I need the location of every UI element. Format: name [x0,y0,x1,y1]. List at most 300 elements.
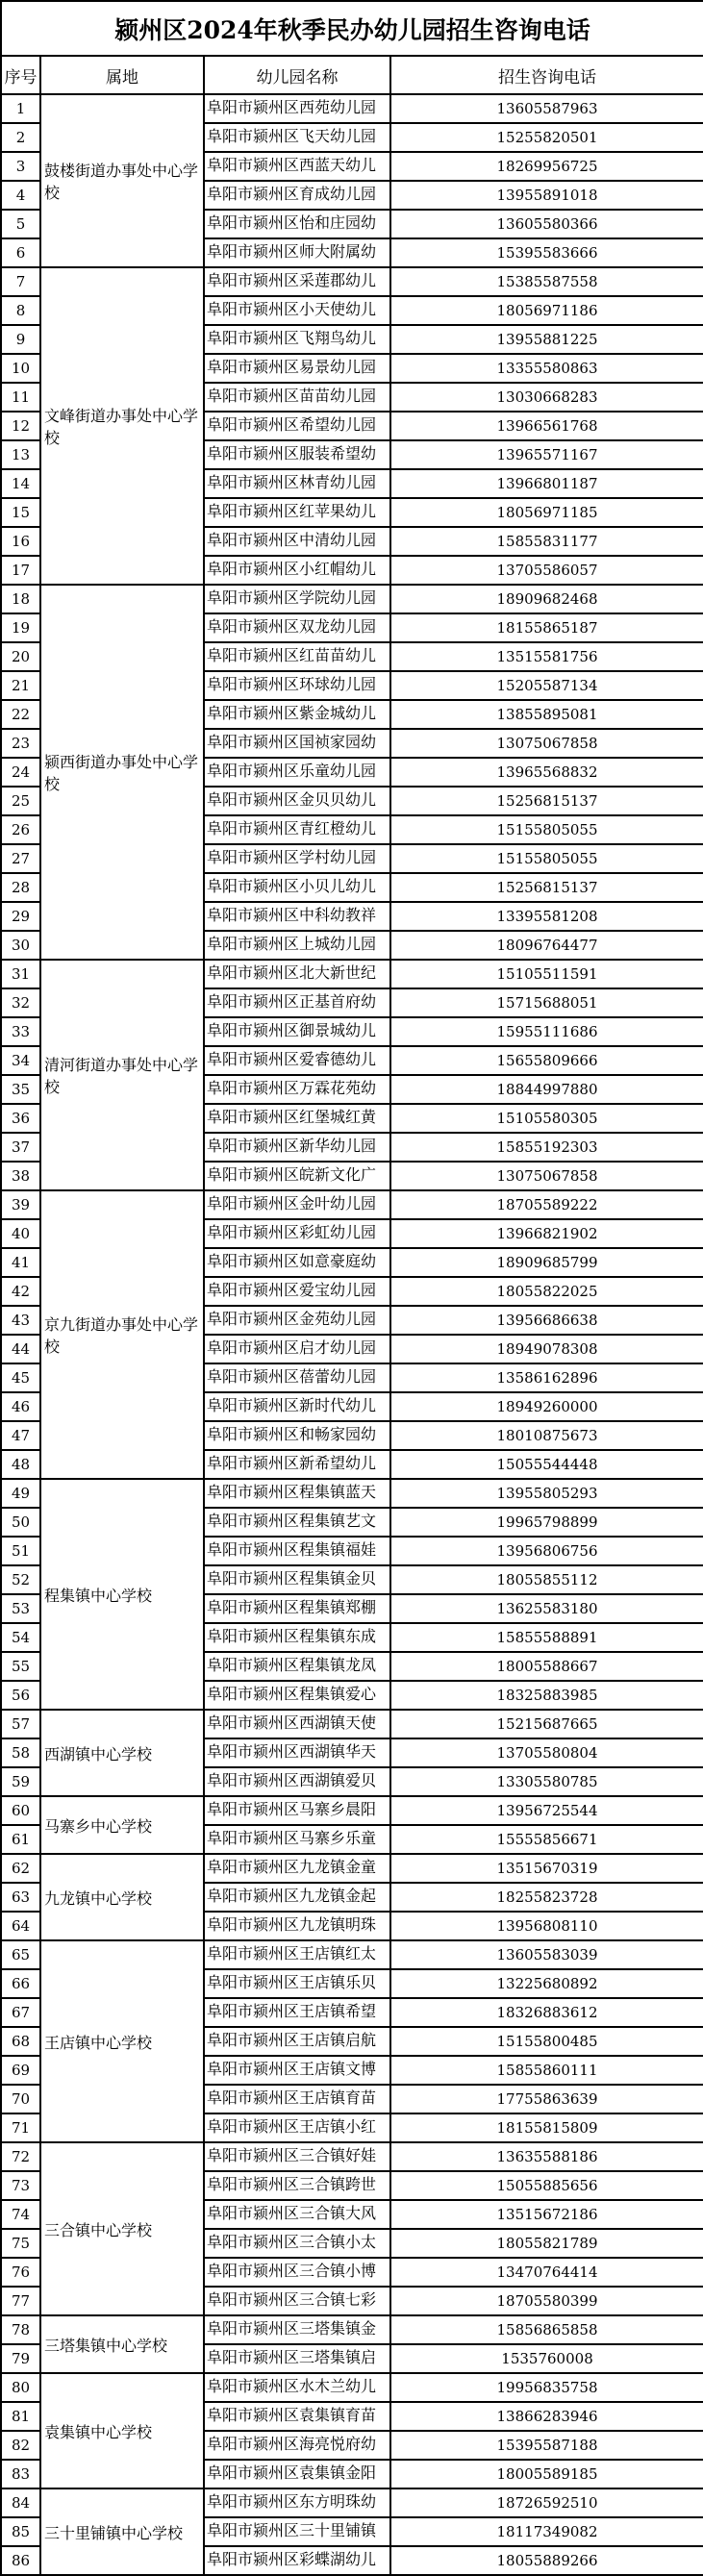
row-number: 39 [1,1190,40,1219]
kindergarten-name-text: 阜阳市颍州区王店镇文博 [207,2060,377,2078]
phone-number: 13605583039 [390,1940,703,1969]
row-number: 16 [1,527,40,556]
kindergarten-name-text: 阜阳市颍州区程集镇蓝天 [207,1483,377,1501]
kindergarten-name-text: 阜阳市颍州区服装希望幼 [207,444,377,463]
phone-number: 15555856671 [390,1825,703,1854]
kindergarten-name-text: 阜阳市颍州区九龙镇金起 [207,1887,377,1905]
row-number: 50 [1,1508,40,1537]
kindergarten-name-text: 阜阳市颍州区皖新文化广 [207,1165,377,1184]
row-number: 54 [1,1623,40,1652]
row-number: 38 [1,1162,40,1190]
row-number: 32 [1,988,40,1017]
phone-number: 13965568832 [390,758,703,787]
kindergarten-name [204,1998,390,2027]
kindergarten-name [204,2517,390,2546]
district-cell: 京九街道办事处中心学校 [40,1190,204,1479]
phone-number: 18055855112 [390,1565,703,1594]
phone-number: 13866283946 [390,2402,703,2431]
row-number: 3 [1,152,40,181]
phone-number: 13030668283 [390,383,703,412]
phone-number: 18056971185 [390,498,703,527]
district-cell: 马寨乡中心学校 [40,1796,204,1854]
phone-number: 18705580399 [390,2287,703,2315]
kindergarten-name [204,1652,390,1681]
phone-number: 15055544448 [390,1450,703,1479]
phone-number: 18155865187 [390,613,703,642]
kindergarten-name-text: 阜阳市颍州区爱宝幼儿园 [207,1281,377,1299]
district-cell: 三合镇中心学校 [40,2142,204,2315]
table-row [1,1854,703,1883]
kindergarten-name-text: 阜阳市颍州区万霖花苑幼 [207,1079,377,1097]
table-row [1,585,703,613]
table-row [1,94,703,123]
phone-number: 18909682468 [390,585,703,613]
phone-number: 13395581208 [390,902,703,931]
kindergarten-name [204,383,390,412]
phone-number: 15255820501 [390,123,703,152]
phone-number: 18949260000 [390,1392,703,1421]
phone-number: 13966801187 [390,469,703,498]
kindergarten-name-text: 阜阳市颍州区程集镇金贝 [207,1569,377,1588]
kindergarten-name-text: 阜阳市颍州区水木兰幼儿 [207,2377,377,2395]
row-number: 55 [1,1652,40,1681]
kindergarten-name-text: 阜阳市颍州区袁集镇金阳 [207,2463,377,2482]
kindergarten-name [204,1017,390,1046]
kindergarten-name-text: 阜阳市颍州区程集镇艺文 [207,1512,377,1530]
phone-number: 15105511591 [390,960,703,988]
row-number: 47 [1,1421,40,1450]
kindergarten-name [204,354,390,383]
phone-number: 15655809666 [390,1046,703,1075]
phone-number: 13705580804 [390,1738,703,1767]
header-name: 幼儿园名称 [204,56,390,94]
kindergarten-name-text: 阜阳市颍州区三塔集镇金 [207,2319,377,2338]
phone-number: 18055821789 [390,2229,703,2258]
kindergarten-name [204,527,390,556]
row-number: 7 [1,267,40,296]
kindergarten-name-text: 阜阳市颍州区双龙幼儿园 [207,617,377,636]
kindergarten-name-text: 阜阳市颍州区环球幼儿园 [207,675,377,693]
table-body [1,94,703,2575]
row-number: 43 [1,1306,40,1335]
kindergarten-name-text: 阜阳市颍州区王店镇希望 [207,2002,377,2020]
row-number: 49 [1,1479,40,1508]
phone-number: 15715688051 [390,988,703,1017]
kindergarten-name-text: 阜阳市颍州区王店镇育苗 [207,2088,377,2107]
table-row [1,1190,703,1219]
kindergarten-name [204,815,390,844]
kindergarten-name-text: 阜阳市颍州区易景幼儿园 [207,358,377,376]
kindergarten-name [204,2229,390,2258]
row-number: 37 [1,1133,40,1162]
row-number: 6 [1,238,40,267]
row-number: 27 [1,844,40,873]
kindergarten-name-text: 阜阳市颍州区程集镇福娃 [207,1540,377,1559]
row-number: 67 [1,1998,40,2027]
row-number: 78 [1,2315,40,2344]
kindergarten-name [204,1479,390,1508]
phone-number: 18326883612 [390,1998,703,2027]
row-number: 82 [1,2431,40,2460]
row-number: 81 [1,2402,40,2431]
row-number: 33 [1,1017,40,1046]
kindergarten-name [204,613,390,642]
phone-number: 15855831177 [390,527,703,556]
kindergarten-name-text: 阜阳市颍州区采莲郡幼儿 [207,271,377,289]
row-number: 52 [1,1565,40,1594]
kindergarten-name-text: 阜阳市颍州区彩蝶湖幼儿 [207,2550,377,2568]
phone-number: 18055889266 [390,2546,703,2575]
kindergarten-name [204,1219,390,1248]
kindergarten-name-text: 阜阳市颍州区三合镇跨世 [207,2175,377,2193]
kindergarten-name [204,1133,390,1162]
kindergarten-name-text: 阜阳市颍州区新希望幼儿 [207,1454,377,1472]
district-cell: 三十里铺镇中心学校 [40,2488,204,2575]
row-number: 41 [1,1248,40,1277]
kindergarten-name-text: 阜阳市颍州区西苑幼儿园 [207,98,377,116]
kindergarten-name-text: 阜阳市颍州区三合镇大风 [207,2204,377,2222]
row-number: 73 [1,2171,40,2200]
phone-number: 18269956725 [390,152,703,181]
kindergarten-name-text: 阜阳市颍州区飞翔鸟幼儿 [207,329,377,347]
row-number: 28 [1,873,40,902]
kindergarten-name-text: 阜阳市颍州区苗苗幼儿园 [207,387,377,405]
phone-number: 13955891018 [390,181,703,210]
row-number: 64 [1,1912,40,1940]
kindergarten-name-text: 阜阳市颍州区北大新世纪 [207,963,377,982]
kindergarten-name-text: 阜阳市颍州区三十里铺镇 [207,2521,377,2539]
kindergarten-name-text: 阜阳市颍州区青红橙幼儿 [207,819,377,838]
kindergarten-name-text: 阜阳市颍州区马寨乡晨阳 [207,1800,377,1818]
kindergarten-name-text: 阜阳市颍州区御景城幼儿 [207,1021,377,1039]
kindergarten-name-text: 阜阳市颍州区紫金城幼儿 [207,704,377,722]
row-number: 65 [1,1940,40,1969]
phone-number: 15855860111 [390,2056,703,2085]
phone-number: 13515672186 [390,2200,703,2229]
kindergarten-name-text: 阜阳市颍州区三合镇小太 [207,2233,377,2251]
kindergarten-name [204,1104,390,1133]
phone-number: 18726592510 [390,2488,703,2517]
row-number: 25 [1,787,40,815]
kindergarten-name [204,267,390,296]
table-row [1,1710,703,1738]
row-number: 35 [1,1075,40,1104]
district-cell: 颍西街道办事处中心学校 [40,585,204,960]
row-number: 19 [1,613,40,642]
kindergarten-name [204,1190,390,1219]
kindergarten-name-text: 阜阳市颍州区小贝儿幼儿 [207,877,377,895]
phone-number: 13515581756 [390,642,703,671]
phone-number: 15395587188 [390,2431,703,2460]
kindergarten-name-text: 阜阳市颍州区中科幼教祥 [207,906,377,924]
kindergarten-name [204,2258,390,2287]
phone-number: 15205587134 [390,671,703,700]
kindergarten-name-text: 阜阳市颍州区新时代幼儿 [207,1396,377,1414]
row-number: 86 [1,2546,40,2575]
kindergarten-name [204,1046,390,1075]
row-number: 2 [1,123,40,152]
kindergarten-name [204,238,390,267]
row-number: 40 [1,1219,40,1248]
phone-number: 15155805055 [390,815,703,844]
phone-number: 19956835758 [390,2373,703,2402]
phone-number: 13965571167 [390,440,703,469]
kindergarten-name-text: 阜阳市颍州区红苗苗幼儿 [207,646,377,664]
phone-number: 13966561768 [390,412,703,440]
kindergarten-name [204,412,390,440]
kindergarten-name [204,2546,390,2575]
kindergarten-name [204,2344,390,2373]
kindergarten-name-text: 阜阳市颍州区王店镇乐贝 [207,1973,377,1991]
phone-number: 18055822025 [390,1277,703,1306]
kindergarten-name-text: 阜阳市颍州区师大附属幼 [207,242,377,261]
row-number: 15 [1,498,40,527]
table-row [1,960,703,988]
kindergarten-name [204,1306,390,1335]
kindergarten-name-text: 阜阳市颍州区和畅家园幼 [207,1425,377,1443]
kindergarten-name [204,729,390,758]
kindergarten-name [204,1738,390,1767]
phone-number: 18909685799 [390,1248,703,1277]
phone-number: 13855895081 [390,700,703,729]
phone-number: 15055885656 [390,2171,703,2200]
kindergarten-name-text: 阜阳市颍州区希望幼儿园 [207,415,377,434]
phone-number: 13955805293 [390,1479,703,1508]
district-cell: 三塔集镇中心学校 [40,2315,204,2373]
row-number: 34 [1,1046,40,1075]
phone-number: 18255823728 [390,1883,703,1912]
kindergarten-name-text: 阜阳市颍州区程集镇郑棚 [207,1598,377,1616]
kindergarten-name-text: 阜阳市颍州区上城幼儿园 [207,935,377,953]
row-number: 75 [1,2229,40,2258]
kindergarten-name [204,671,390,700]
phone-number: 15256815137 [390,787,703,815]
kindergarten-name [204,2373,390,2402]
row-number: 76 [1,2258,40,2287]
row-number: 58 [1,1738,40,1767]
kindergarten-name [204,1767,390,1796]
kindergarten-name [204,2056,390,2085]
row-number: 63 [1,1883,40,1912]
kindergarten-name-text: 阜阳市颍州区红苹果幼儿 [207,502,377,520]
kindergarten-name-text: 阜阳市颍州区三合镇七彩 [207,2290,377,2309]
kindergarten-name [204,440,390,469]
kindergarten-name-text: 阜阳市颍州区东方明珠幼 [207,2492,377,2511]
kindergarten-name [204,787,390,815]
kindergarten-name-text: 阜阳市颍州区学院幼儿园 [207,588,377,607]
row-number: 72 [1,2142,40,2171]
district-cell: 清河街道办事处中心学校 [40,960,204,1190]
row-number: 71 [1,2113,40,2142]
phone-number: 15215687665 [390,1710,703,1738]
kindergarten-name [204,296,390,325]
row-number: 9 [1,325,40,354]
table-row [1,2488,703,2517]
kindergarten-name [204,1421,390,1450]
row-number: 77 [1,2287,40,2315]
district-cell: 九龙镇中心学校 [40,1854,204,1940]
kindergarten-name [204,1940,390,1969]
phone-number: 13470764414 [390,2258,703,2287]
phone-number: 15385587558 [390,267,703,296]
kindergarten-name [204,1162,390,1190]
phone-number: 1535760008 [390,2344,703,2373]
kindergarten-name [204,498,390,527]
table-row [1,1479,703,1508]
kindergarten-name [204,2315,390,2344]
phone-number: 18005588667 [390,1652,703,1681]
kindergarten-name [204,1623,390,1652]
district-cell: 文峰街道办事处中心学校 [40,267,204,585]
phone-number: 13705586057 [390,556,703,585]
kindergarten-name-text: 阜阳市颍州区九龙镇金童 [207,1858,377,1876]
kindergarten-name [204,960,390,988]
kindergarten-name-text: 阜阳市颍州区小天使幼儿 [207,300,377,318]
phone-number: 13305580785 [390,1767,703,1796]
row-number: 17 [1,556,40,585]
header-phone: 招生咨询电话 [390,56,703,94]
header-district: 属地 [40,56,204,94]
kindergarten-name [204,1248,390,1277]
district-cell: 西湖镇中心学校 [40,1710,204,1796]
kindergarten-name [204,1450,390,1479]
kindergarten-name [204,1277,390,1306]
phone-number: 18056971186 [390,296,703,325]
kindergarten-name-text: 阜阳市颍州区爱睿德幼儿 [207,1050,377,1068]
page-title: 颍州区2024年秋季民办幼儿园招生咨询电话 [1,1,703,56]
kindergarten-name-text: 阜阳市颍州区学村幼儿园 [207,848,377,866]
kindergarten-name-text: 阜阳市颍州区海亮悦府幼 [207,2435,377,2453]
kindergarten-name [204,642,390,671]
row-number: 29 [1,902,40,931]
kindergarten-name [204,902,390,931]
row-number: 60 [1,1796,40,1825]
phone-number: 13225680892 [390,1969,703,1998]
phone-number: 18117349082 [390,2517,703,2546]
row-number: 68 [1,2027,40,2056]
row-number: 53 [1,1594,40,1623]
phone-number: 13605587963 [390,94,703,123]
kindergarten-name [204,1392,390,1421]
kindergarten-name [204,988,390,1017]
district-cell: 王店镇中心学校 [40,1940,204,2142]
kindergarten-name [204,1796,390,1825]
row-number: 1 [1,94,40,123]
kindergarten-name [204,152,390,181]
kindergarten-name-text: 阜阳市颍州区程集镇龙凤 [207,1656,377,1674]
row-number: 85 [1,2517,40,2546]
kindergarten-name-text: 阜阳市颍州区怡和庄园幼 [207,213,377,232]
kindergarten-name [204,873,390,902]
district-cell: 程集镇中心学校 [40,1479,204,1710]
kindergarten-name-text: 阜阳市颍州区红堡城红黄 [207,1108,377,1126]
phone-number: 18155815809 [390,2113,703,2142]
kindergarten-name [204,2402,390,2431]
phone-number: 13586162896 [390,1363,703,1392]
row-number: 30 [1,931,40,960]
row-number: 24 [1,758,40,787]
phone-number: 13075067858 [390,1162,703,1190]
kindergarten-name-text: 阜阳市颍州区小红帽幼儿 [207,560,377,578]
kindergarten-name-text: 阜阳市颍州区林青幼儿园 [207,473,377,491]
row-number: 5 [1,210,40,238]
phone-number: 15155800485 [390,2027,703,2056]
row-number: 74 [1,2200,40,2229]
kindergarten-name [204,700,390,729]
row-number: 23 [1,729,40,758]
phone-number: 13955881225 [390,325,703,354]
row-number: 18 [1,585,40,613]
row-number: 62 [1,1854,40,1883]
row-number: 56 [1,1681,40,1710]
table-row [1,2315,703,2344]
table-row [1,1940,703,1969]
kindergarten-name [204,1912,390,1940]
row-number: 22 [1,700,40,729]
row-number: 26 [1,815,40,844]
phone-number: 15856865858 [390,2315,703,2344]
phone-number: 15105580305 [390,1104,703,1133]
table-row [1,267,703,296]
phone-number: 13075067858 [390,729,703,758]
kindergarten-name [204,2171,390,2200]
phone-number: 18705589222 [390,1190,703,1219]
kindergarten-name [204,1854,390,1883]
kindergarten-name [204,931,390,960]
kindergarten-name-text: 阜阳市颍州区新华幼儿园 [207,1137,377,1155]
kindergarten-name [204,585,390,613]
kindergarten-name [204,123,390,152]
kindergarten-name [204,1565,390,1594]
row-number: 31 [1,960,40,988]
kindergarten-name-text: 阜阳市颍州区西湖镇爱贝 [207,1771,377,1789]
kindergarten-name-text: 阜阳市颍州区西湖镇华天 [207,1742,377,1761]
kindergarten-name-text: 阜阳市颍州区金苑幼儿园 [207,1310,377,1328]
kindergarten-name [204,2113,390,2142]
table-row [1,1796,703,1825]
phone-number: 18010875673 [390,1421,703,1450]
phone-number: 13605580366 [390,210,703,238]
kindergarten-name [204,181,390,210]
table-row [1,2142,703,2171]
row-number: 45 [1,1363,40,1392]
phone-number: 13625583180 [390,1594,703,1623]
row-number: 44 [1,1335,40,1363]
kindergarten-name-text: 阜阳市颍州区如意豪庭幼 [207,1252,377,1270]
kindergarten-name-text: 阜阳市颍州区正基首府幼 [207,992,377,1011]
kindergarten-name [204,2431,390,2460]
row-number: 61 [1,1825,40,1854]
kindergarten-name-text: 阜阳市颍州区九龙镇明珠 [207,1915,377,1934]
row-number: 21 [1,671,40,700]
phone-number: 15855192303 [390,1133,703,1162]
kindergarten-name [204,2085,390,2113]
kindergarten-name [204,1363,390,1392]
kindergarten-name-text: 阜阳市颍州区育成幼儿园 [207,185,377,203]
district-cell: 鼓楼街道办事处中心学校 [40,94,204,267]
kindergarten-name [204,1825,390,1854]
row-number: 10 [1,354,40,383]
kindergarten-name-text: 阜阳市颍州区彩虹幼儿园 [207,1223,377,1241]
phone-number: 13956686638 [390,1306,703,1335]
row-number: 69 [1,2056,40,2085]
phone-number: 13355580863 [390,354,703,383]
phone-number: 15395583666 [390,238,703,267]
row-number: 20 [1,642,40,671]
kindergarten-name-text: 阜阳市颍州区启才幼儿园 [207,1338,377,1357]
table-row [1,2373,703,2402]
kindergarten-name-text: 阜阳市颍州区国祯家园幼 [207,733,377,751]
